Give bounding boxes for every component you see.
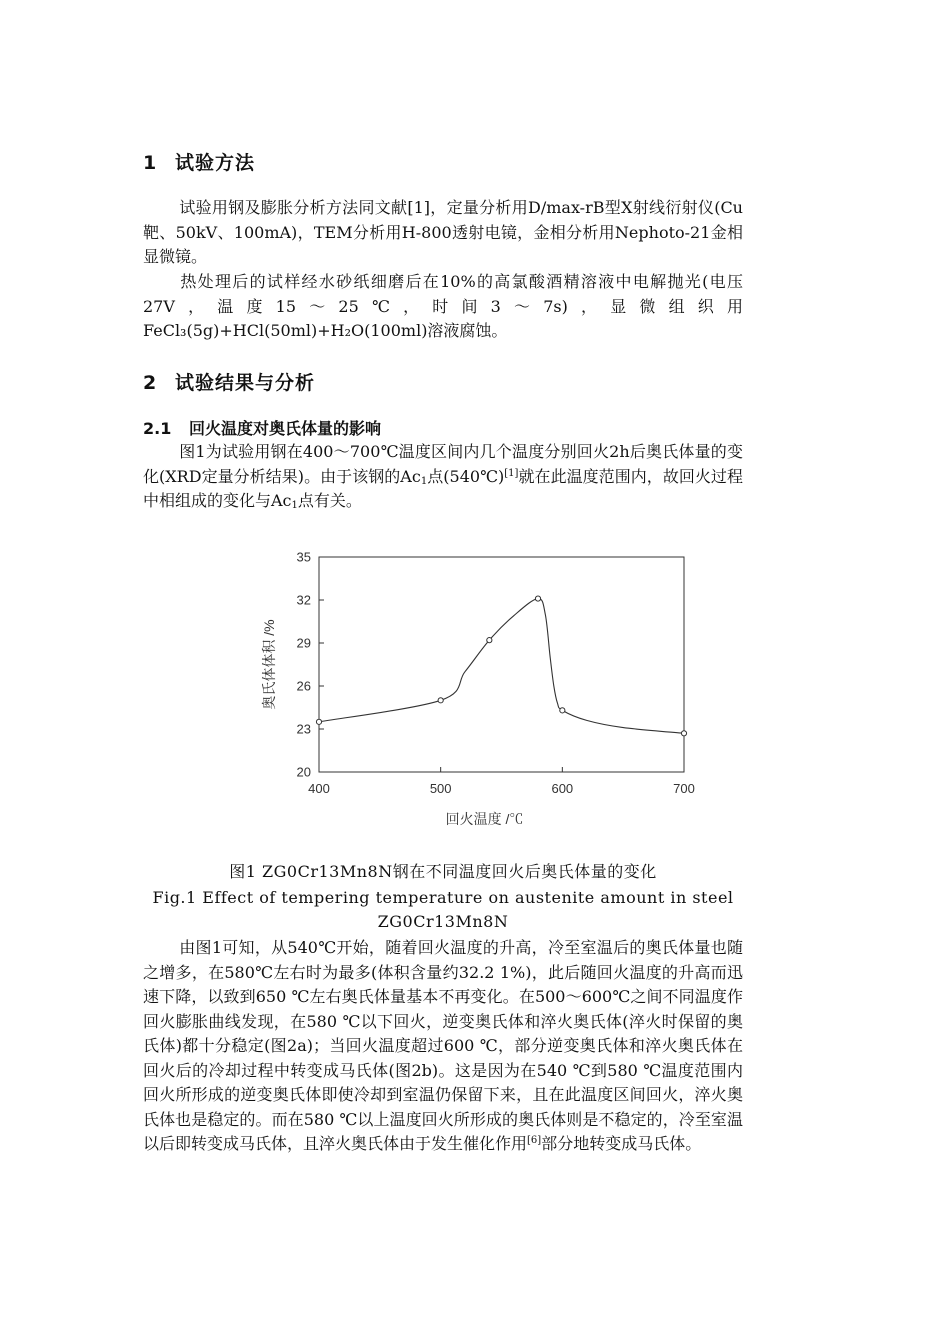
section-1-number: 1 [143, 152, 158, 174]
x-tick-label: 500 [429, 781, 452, 796]
data-point [438, 698, 443, 703]
paragraph-1 [143, 196, 743, 270]
section-2-1-number: 2.1 [143, 419, 172, 438]
section-2-1-title: 回火温度对奥氏体量的影响 [189, 419, 382, 438]
plot-frame [319, 557, 684, 772]
paragraph-4 [143, 936, 743, 1157]
paragraph-2 [143, 270, 743, 344]
citation-ref-1: [1] [504, 467, 519, 479]
section-2-heading [143, 368, 315, 395]
citation-ref-6: [6] [527, 1135, 542, 1146]
y-tick-label: 35 [296, 549, 311, 565]
figure-1-caption-en: Fig.1 Effect of tempering temperature on austenite amount in steel ZG0Cr13Mn8N [152, 888, 734, 931]
data-point [560, 708, 565, 713]
section-2-1-heading [143, 416, 381, 439]
data-point [316, 719, 321, 724]
paragraph-4-text-b: 部分地转变成马氏体。 [541, 1134, 702, 1153]
figure-1-chart [250, 540, 710, 840]
section-2-number: 2 [143, 372, 158, 394]
data-point [487, 638, 492, 643]
y-tick-label: 32 [296, 592, 311, 608]
data-point [535, 596, 540, 601]
paragraph-1-text: 试验用钢及膨胀分析方法同文献[1]，定量分析用D/max-rB型X射线衍射仪(Cu靶、50kV、100mA)，TEM分析用H-800透射电镜，金相分析用Nephoto-21金相显微镜。 [143, 198, 743, 266]
y-tick-label: 26 [296, 678, 311, 694]
x-tick-label: 600 [551, 781, 574, 796]
ac1-subscript: 1 [420, 475, 428, 487]
y-axis-label: 奥氏体体积 /% [261, 619, 277, 710]
paragraph-3-text-b: 点(540℃) [427, 466, 505, 486]
section-2-title: 试验结果与分析 [175, 372, 316, 394]
y-tick-label: 29 [296, 635, 311, 651]
paragraph-3 [143, 440, 743, 514]
data-series-line [319, 599, 684, 734]
x-tick-label: 700 [673, 781, 695, 796]
paragraph-4-text-a: 由图1可知，从540℃开始，随着回火温度的升高，冷至室温后的奥氏体量也随之增多，在580℃左右时为最多(体积含量约32.2 1%)，此后随回火温度的升高而迅速下降，以致到650 ℃左右奥氏体量基本不再变化。在500～600℃之间不同温度作回火膨胀曲线发现，在580 ℃以下回火，逆变奥氏体和淬火奥氏体(淬火时保留的奥氏体)都十分稳定(图2a)；当回火温度超过600 ℃，部分逆变奥氏体和淬火奥氏体在回火后的冷却过程中转变成马氏体(图2b)。这是因为在540 ℃到580 ℃温度范围内回火所形成的逆变奥氏体即使冷却到室温仍保留下来，且在此温度区间回火，淬火奥氏体也是稳定的。而在580 ℃以上温度回火所形成的奥氏体则是不稳定的，冷至室温以后即转变成马氏体，且淬火奥氏体由于发生催化作用 [143, 938, 743, 1153]
paragraph-2-text: 热处理后的试样经水砂纸细磨后在10%的高氯酸酒精溶液中电解抛光(电压27V，温度15～25℃，时间3～7s)，显微组织用FeCl₃(5g)+HCl(50ml)+H₂O(100ml)溶液腐蚀。 [143, 272, 743, 340]
ac1-subscript: 1 [291, 500, 298, 511]
y-tick-label: 20 [296, 764, 311, 780]
paragraph-3-text-c: 就在此温度范围内，故回火过程中相组成的变化与Ac [143, 466, 743, 510]
figure-1-caption-cn: 图1 ZG0Cr13Mn8N钢在不同温度回火后奥氏体量的变化 [229, 862, 657, 881]
section-1-heading [143, 148, 255, 175]
y-tick-label: 23 [296, 721, 311, 737]
section-1-title: 试验方法 [175, 152, 256, 174]
x-tick-label: 400 [308, 781, 330, 796]
x-axis-label: 回火温度 /℃ [445, 811, 524, 827]
paragraph-3-text-a: 图1为试验用钢在400～700℃温度区间内几个温度分别回火2h后奥氏体量的变化(XRD定量分析结果)。由于该钢的Ac [143, 442, 743, 486]
data-point [681, 731, 686, 736]
paragraph-3-text-d: 点有关。 [297, 491, 362, 510]
